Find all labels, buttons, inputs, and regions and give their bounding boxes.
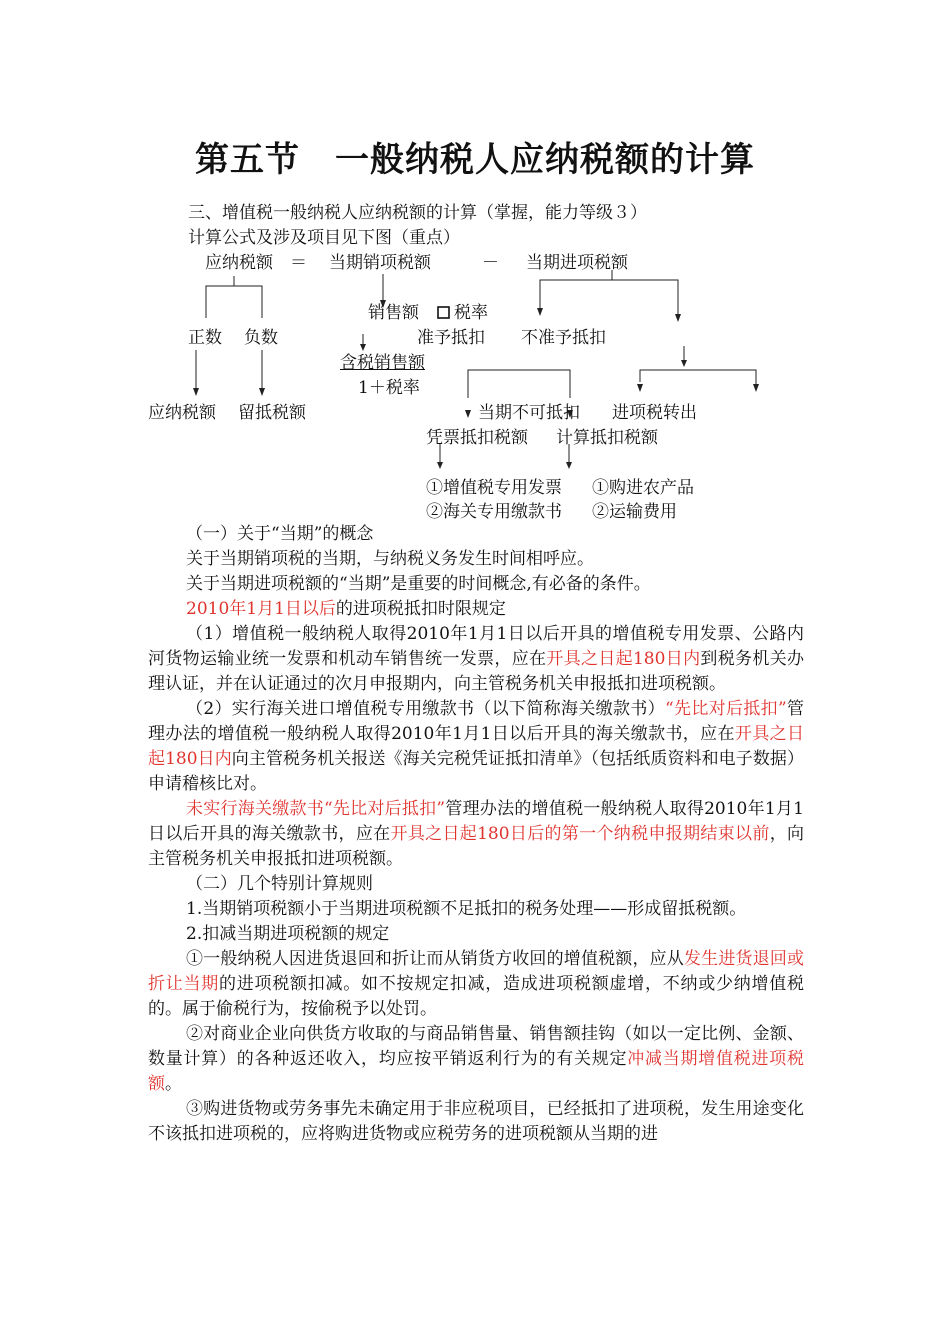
section-heading-1: （一）关于“当期”的概念 bbox=[186, 524, 374, 544]
retained-credit-label: 留抵税额 bbox=[238, 403, 306, 423]
sales-amount: 销售额 bbox=[368, 303, 419, 323]
input-transfer-label: 进项税转出 bbox=[612, 403, 697, 423]
tax-payable-label: 应纳税额 bbox=[148, 403, 216, 423]
tax-rate: 税率 bbox=[454, 303, 488, 323]
negative-label: 负数 bbox=[244, 328, 278, 348]
intro-line-2: 计算公式及涉及项目见下图（重点） bbox=[188, 228, 460, 248]
paragraph: 关于当期进项税额的“当期”是重要的时间概念,有必备的条件。 bbox=[186, 574, 651, 594]
paragraph: 1.当期销项税额小于当期进项税额不足抵扣的税务处理——形成留抵税额。 bbox=[186, 899, 747, 919]
one-plus-rate: 1＋税率 bbox=[358, 378, 420, 398]
page-title: 第五节 一般纳税人应纳税额的计算 bbox=[195, 140, 755, 180]
body-text bbox=[148, 522, 804, 1147]
formula-diagram bbox=[0, 0, 950, 530]
paragraph: ③购进货物或劳务事先未确定用于非应税项目，已经抵扣了进项税，发生用途变化不该抵扣进项税的，应将购进货物或应税劳务的进项税额从当期的进 bbox=[148, 1099, 804, 1144]
multiply-box-icon bbox=[438, 307, 449, 318]
intro-line-1: 三、增值税一般纳税人应纳税额的计算（掌握，能力等级３） bbox=[188, 203, 647, 223]
formula-minus: － bbox=[482, 253, 499, 273]
paragraph: 2.扣减当期进项税额的规定 bbox=[186, 924, 390, 944]
paragraph: （2）实行海关进口增值税专用缴款书（以下简称海关缴款书）“先比对后抵扣”管理办法的增值税一般纳税人取得2010年1月1日以后开具的海关缴款书，应在开具之日起180日内向主管税务机关报送《海关完税凭证抵扣清单》（包括纸质资料和电子数据）申请稽核比对。 bbox=[148, 699, 804, 794]
taxincl-sales: 含税销售额 bbox=[340, 353, 425, 373]
paragraph: 关于当期销项税的当期，与纳税义务发生时间相呼应。 bbox=[186, 549, 594, 569]
paragraph: ②对商业企业向供货方收取的与商品销售量、销售额挂钩（如以一定比例、金额、数量计算）的各种返还收入，均应按平销返利行为的有关规定冲减当期增值税进项税额。 bbox=[148, 1024, 804, 1094]
cannot-deduct-label: 当期不可抵扣 bbox=[478, 403, 580, 423]
transport-label: ②运输费用 bbox=[592, 502, 677, 522]
formula-equals: ＝ bbox=[290, 253, 307, 273]
not-deductible-label: 不准予抵扣 bbox=[521, 328, 606, 348]
deductible-label: 准予抵扣 bbox=[417, 328, 485, 348]
positive-label: 正数 bbox=[188, 328, 222, 348]
formula-left: 应纳税额 bbox=[205, 253, 273, 273]
formula-right: 当期进项税额 bbox=[526, 253, 628, 273]
calc-deduct-label: 计算抵扣税额 bbox=[556, 428, 658, 448]
agri-products-label: ①购进农产品 bbox=[592, 478, 694, 498]
vat-invoice-label: ①增值税专用发票 bbox=[426, 478, 562, 498]
paragraph: 2010年1月1日以后的进项税抵扣时限规定 bbox=[186, 599, 506, 619]
section-heading-2: （二）几个特别计算规则 bbox=[186, 874, 373, 894]
customs-book-label: ②海关专用缴款书 bbox=[426, 502, 562, 522]
formula-mid: 当期销项税额 bbox=[329, 253, 431, 273]
voucher-deduct-label: 凭票抵扣税额 bbox=[426, 428, 528, 448]
paragraph: ①一般纳税人因进货退回和折让而从销货方收回的增值税额，应从发生进货退回或折让当期的进项税额扣减。如不按规定扣减，造成进项税额虚增，不纳或少纳增值税的。属于偷税行为，按偷税予以处罚。 bbox=[148, 949, 805, 1019]
paragraph: 未实行海关缴款书“先比对后抵扣”管理办法的增值税一般纳税人取得2010年1月1日以后开具的海关缴款书，应在开具之日起180日后的第一个纳税申报期结束以前，向主管税务机关申报抵扣进项税额。 bbox=[148, 799, 805, 869]
paragraph: （1）增值税一般纳税人取得2010年1月1日以后开具的增值税专用发票、公路内河货物运输业统一发票和机动车销售统一发票，应在开具之日起180日内到税务机关办理认证，并在认证通过的次月申报期内，向主管税务机关申报抵扣进项税额。 bbox=[148, 624, 805, 694]
